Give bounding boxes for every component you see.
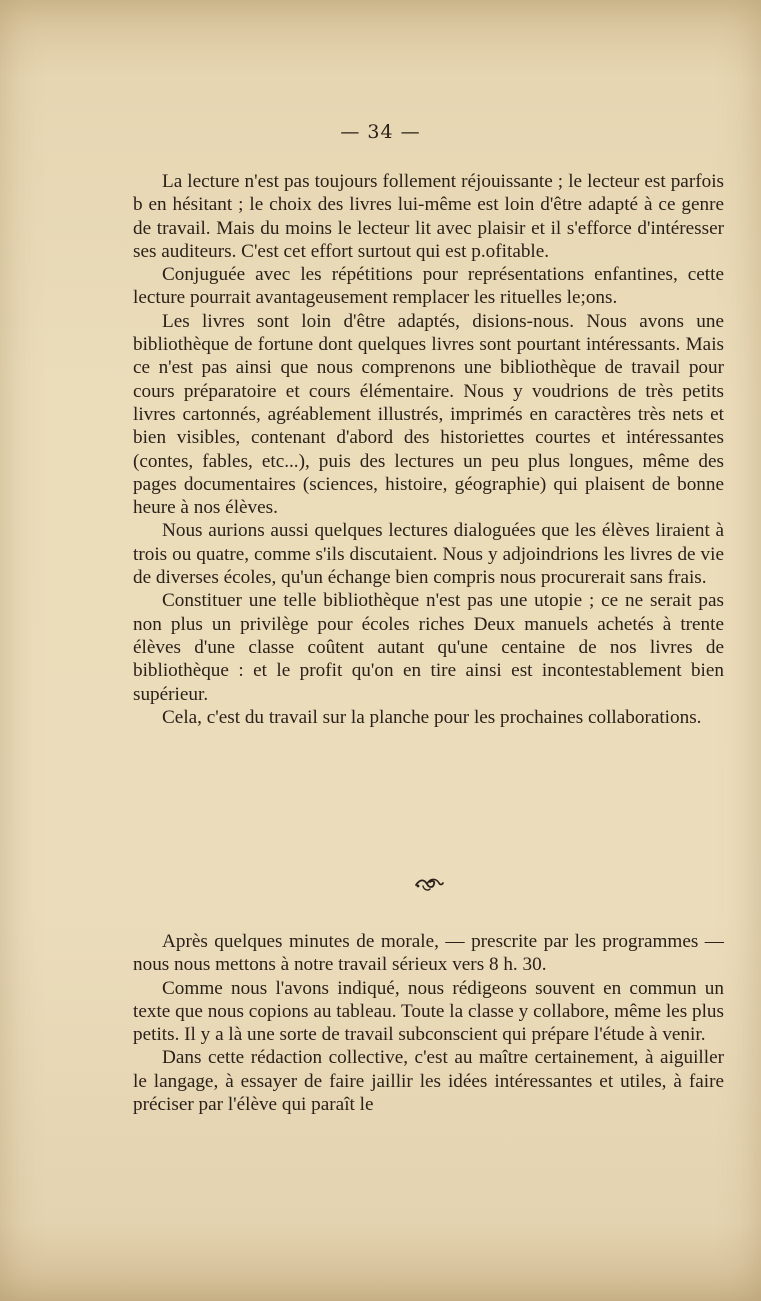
text-block-bottom — [133, 930, 724, 1116]
paragraph: Cela, c'est du travail sur la planche pour les prochaines collaborations. — [162, 706, 702, 728]
paragraph: Nous aurions aussi quelques lectures dialoguées que les élèves liraient à trois ou quatre, comme s'ils discutaient. Nous y adjoindrions les livres de vie de diverses écoles, qu'un échange bien compris nous procurerait sans frais. — [133, 520, 724, 589]
paragraph: Conjuguée avec les répétitions pour représentations enfantines, cette lecture pourrait avantageusement remplacer les rituelles le;ons. — [133, 264, 724, 309]
paragraph: Les livres sont loin d'être adaptés, disions-nous. Nous avons une bibliothèque de fortune dont quelques livres sont pourtant intéressants. Mais ce n'est pas ainsi que nous comprenons une bibliothèque de travail pour cours préparatoire et cours élémentaire. Nous y voudrions de très petits livres cartonnés, agréablement illustrés, imprimés en caractères très nets et bien visibles, contenant d'abord des historiettes courtes et intéressantes (contes, fables, etc...), puis des lectures un peu plus longues, même des pages documentaires (sciences, histoire, géographie) qui plaisent de bonne heure à nos élèves. — [133, 310, 724, 519]
fleuron-ornament-icon — [414, 876, 444, 892]
paragraph: La lecture n'est pas toujours follement réjouissante ; le lecteur est parfois b en hésitant ; le choix des livres lui-même est loin d'être adapté à ce genre de travail. Mais du moins le lecteur lit avec plaisir et il s'efforce d'intéresser ses auditeurs. C'est cet effort surtout qui est p.ofitable. — [133, 171, 724, 262]
paragraph: Après quelques minutes de morale, — prescrite par les programmes — nous nous mettons à notre travail sérieux vers 8 h. 30. — [133, 931, 724, 976]
page-number: — 34 — — [340, 121, 421, 143]
paragraph: Constituer une telle bibliothèque n'est pas une utopie ; ce ne serait pas non plus un privilège pour écoles riches Deux manuels achetés à trente élèves d'une classe coûtent autant qu'une centaine de nos livres de bibliothèque : et le profit qu'on en tire ainsi est incontestablement bien supérieur. — [133, 590, 724, 705]
paragraph: Dans cette rédaction collective, c'est au maître certainement, à aiguiller le langage, à essayer de faire jaillir les idées intéressantes et utiles, à faire préciser par l'élève qui paraît le — [133, 1047, 724, 1116]
paragraph: Comme nous l'avons indiqué, nous rédigeons souvent en commun un texte que nous copions au tableau. Toute la classe y collabore, même les plus petits. Il y a là une sorte de travail subconscient qui prépare l'étude à venir. — [133, 977, 724, 1046]
text-block-top — [133, 170, 724, 729]
